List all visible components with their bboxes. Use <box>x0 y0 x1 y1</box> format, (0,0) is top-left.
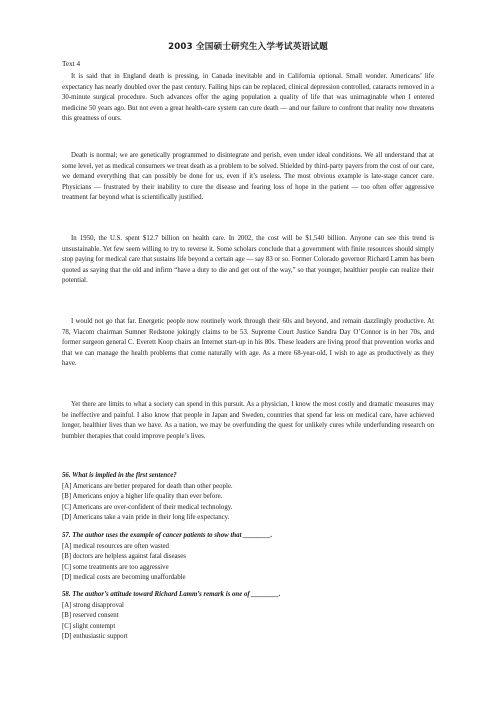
section-label: Text 4 <box>62 60 81 68</box>
answer-option: [D] medical costs are becoming unaffordable <box>62 574 186 582</box>
question-stem: 58. The author’s attitude toward Richard Lamm’s remark is one of ________. <box>62 591 281 598</box>
question-57 <box>62 531 434 584</box>
question-stem: 56. What is implied in the first sentence? <box>62 472 177 479</box>
question-56 <box>62 471 434 524</box>
question-58 <box>62 590 434 643</box>
answer-option: [A] strong disapproval <box>62 601 124 609</box>
answer-option: [B] reserved consent <box>62 612 119 620</box>
page-title: 2003 全国硕士研究生入学考试英语试题 <box>168 42 328 52</box>
answer-option: [C] some treatments are too aggressive <box>62 563 169 571</box>
answer-option: [C] Americans are over-confident of their medical technology. <box>62 503 233 511</box>
question-stem: 57. The author uses the example of cancer patients to show that ________. <box>62 532 273 539</box>
answer-option: [B] doctors are helpless against fatal diseases <box>62 553 186 561</box>
answer-option: [D] Americans take a vain pride in their long life expectancy. <box>62 514 230 522</box>
answer-option: [B] Americans enjoy a higher life quality than ever before. <box>62 493 223 501</box>
passage-paragraph-4: I would not go that far. Energetic people now routinely work through their 60s and beyond, and remain dazzlingly productive. At 78, Viacom chairman Sumner Redstone jokingly claims to be 53. Supreme Court Justice Sandra Day O’Connor is in her 70s, and former surgeon general C. Everett Koop chairs an Internet start-up in his 80s. These leaders are living proof that prevention works and that we can manage the health problems that come naturally with age. As a mere 68-year-old, I wish to age as productively as they have. <box>62 318 434 368</box>
answer-option: [A] medical resources are often wasted <box>62 542 169 550</box>
passage-paragraph-3: In 1950, the U.S. spent $12.7 billion on health care. In 2002, the cost will be $1,540 billion. Anyone can see this trend is unsustainable. Yet few seem willing to try to reverse it. Some scholars conclude that a government with finite resources should simply stop paying for medical care that sustains life beyond a certain age — say 83 or so. Former Colorado governor Richard Lamm has been quoted as saying that the old and infirm “have a duty to die and get out of the way,” so that younger, healthier people can realize their potential. <box>62 235 434 285</box>
answer-option: [A] Americans are better prepared for death than other people. <box>62 482 233 490</box>
passage-paragraph-5: Yet there are limits to what a society can spend in this pursuit. As a physician, I know the most costly and dramatic measures may be ineffective and painful. I also know that people in Japan and Sweden, countries that spend far less on medical care, have achieved longer, healthier lives than we have. As a nation, we may be overfunding the quest for unlikely cures while underfunding research on humbler therapies that could improve people’s lives. <box>62 401 434 440</box>
passage-paragraph-1: It is said that in England death is pressing, in Canada inevitable and in California optional. Small wonder. Americans’ life expectancy has nearly doubled over the past century. Failing hips can be replaced, clinical depression controlled, cataracts removed in a 30-minute surgical procedure. Such advances offer the aging population a quality of life that was unimaginable when I entered medicine 50 years ago. But not even a great health-care system can cure death — and our failure to confront that reality now threatens this greatness of ours. <box>62 73 434 123</box>
passage-paragraph-2: Death is normal; we are genetically programmed to disintegrate and perish, even under ideal conditions. We all understand that at some level, yet as medical consumers we treat death as a problem to be solved. Shielded by third-party payers from the cost of our care, we demand everything that can possibly be done for us, even if it’s useless. The most obvious example is late-stage cancer care. Physicians — frustrated by their inability to cure the disease and fearing loss of hope in the patient — too often offer aggressive treatment far beyond what is scientifically justified. <box>62 152 434 202</box>
answer-option: [D] enthusiastic support <box>62 633 128 641</box>
answer-option: [C] slight contempt <box>62 622 116 630</box>
